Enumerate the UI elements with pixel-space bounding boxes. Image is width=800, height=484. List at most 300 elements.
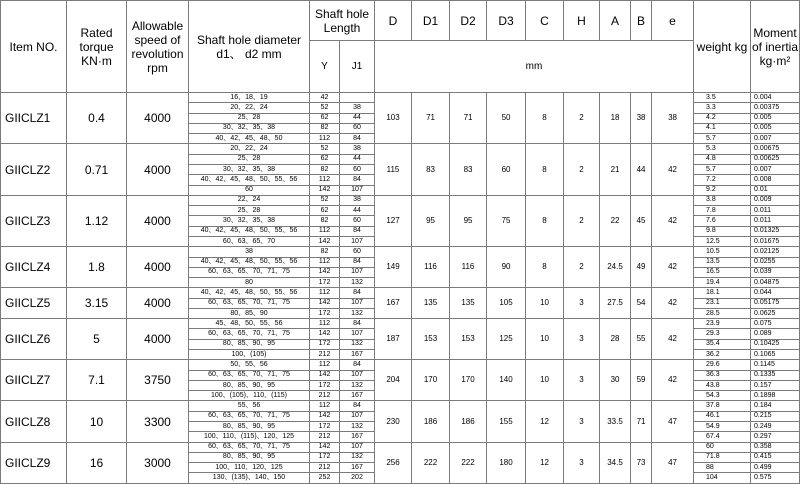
dimension-e-cell: 42 xyxy=(652,144,694,195)
weight-cell: 9.2 xyxy=(694,185,751,195)
shaft-length-j1-cell: 84 xyxy=(340,360,375,370)
dimension-b-cell: 55 xyxy=(631,319,652,360)
weight-cell: 36.3 xyxy=(694,370,751,380)
weight-cell: 5.7 xyxy=(694,164,751,174)
shaft-diameter-cell: 80 xyxy=(189,278,310,288)
allowable-speed: 4000 xyxy=(127,319,189,360)
item-number: GIICLZ9 xyxy=(1,442,67,483)
dimension-a-cell: 30 xyxy=(600,360,631,401)
moment-of-inertia-cell: 0.358 xyxy=(751,442,800,452)
shaft-length-j1-cell: 60 xyxy=(340,164,375,174)
header-D1: D1 xyxy=(412,1,450,41)
moment-of-inertia-cell: 0.184 xyxy=(751,401,800,411)
shaft-diameter-cell: 38 xyxy=(189,247,310,257)
moment-of-inertia-cell: 0.007 xyxy=(751,134,800,144)
shaft-length-y-cell: 172 xyxy=(310,452,340,462)
rated-torque: 0.71 xyxy=(67,144,127,195)
header-H: H xyxy=(564,1,600,41)
item-number: GIICLZ6 xyxy=(1,319,67,360)
shaft-diameter-cell: 60、63、65、70、71、75 xyxy=(189,442,310,452)
dimension-b-cell: 44 xyxy=(631,144,652,195)
dimension-d-cell: 103 xyxy=(375,93,412,144)
shaft-diameter-cell: 45、48、50、55、56 xyxy=(189,319,310,329)
weight-cell: 10.5 xyxy=(694,247,751,257)
moment-of-inertia-cell: 0.075 xyxy=(751,319,800,329)
dimension-e-cell: 42 xyxy=(652,247,694,288)
allowable-speed: 3000 xyxy=(127,442,189,483)
dimension-a-cell: 21 xyxy=(600,144,631,195)
moment-of-inertia-cell: 0.0625 xyxy=(751,308,800,318)
header-D3: D3 xyxy=(487,1,526,41)
weight-cell: 36.2 xyxy=(694,350,751,360)
dimension-d1-cell: 153 xyxy=(412,319,450,360)
rated-torque: 7.1 xyxy=(67,360,127,401)
shaft-length-j1-cell: 84 xyxy=(340,134,375,144)
shaft-length-y-cell: 62 xyxy=(310,154,340,164)
shaft-length-j1-cell: 107 xyxy=(340,370,375,380)
dimension-d-cell: 187 xyxy=(375,319,412,360)
moment-of-inertia-cell: 0.01675 xyxy=(751,236,800,246)
shaft-diameter-cell: 25、28 xyxy=(189,154,310,164)
table-header xyxy=(1,1,800,93)
allowable-speed: 4000 xyxy=(127,247,189,288)
shaft-diameter-cell: 60、63、65、70 xyxy=(189,236,310,246)
shaft-length-y-cell: 112 xyxy=(310,257,340,267)
weight-cell: 16.5 xyxy=(694,267,751,277)
weight-cell: 71.8 xyxy=(694,452,751,462)
rated-torque: 3.15 xyxy=(67,288,127,319)
shaft-length-j1-cell: 107 xyxy=(340,267,375,277)
shaft-length-j1-cell: 107 xyxy=(340,185,375,195)
shaft-length-y-cell: 172 xyxy=(310,308,340,318)
rated-torque: 16 xyxy=(67,442,127,483)
shaft-length-y-cell: 112 xyxy=(310,401,340,411)
shaft-length-y-cell: 172 xyxy=(310,422,340,432)
dimension-d1-cell: 135 xyxy=(412,288,450,319)
shaft-diameter-cell: 60 xyxy=(189,185,310,195)
dimension-h-cell: 2 xyxy=(564,93,600,144)
shaft-diameter-cell: 30、32、35、38 xyxy=(189,216,310,226)
shaft-length-y-cell: 252 xyxy=(310,473,340,484)
shaft-diameter-cell: 80、85、90 xyxy=(189,308,310,318)
shaft-length-j1-cell: 167 xyxy=(340,391,375,401)
moment-of-inertia-cell: 0.05175 xyxy=(751,298,800,308)
shaft-length-j1-cell: 84 xyxy=(340,257,375,267)
dimension-c-cell: 8 xyxy=(526,93,564,144)
shaft-diameter-cell: 60、63、65、70、71、75 xyxy=(189,267,310,277)
moment-of-inertia-cell: 0.009 xyxy=(751,195,800,205)
moment-of-inertia-cell: 0.10425 xyxy=(751,339,800,349)
moment-of-inertia-cell: 0.1065 xyxy=(751,350,800,360)
shaft-diameter-cell: 80、85、90、95 xyxy=(189,380,310,390)
dimension-h-cell: 3 xyxy=(564,442,600,483)
shaft-length-j1-cell: 60 xyxy=(340,247,375,257)
dimension-d2-cell: 95 xyxy=(450,195,487,246)
weight-cell: 19.4 xyxy=(694,278,751,288)
rated-torque: 5 xyxy=(67,319,127,360)
dimension-b-cell: 49 xyxy=(631,247,652,288)
weight-cell: 7.2 xyxy=(694,175,751,185)
shaft-length-j1-cell: 60 xyxy=(340,216,375,226)
moment-of-inertia-cell: 0.02125 xyxy=(751,247,800,257)
shaft-diameter-cell: 80、85、90、95 xyxy=(189,339,310,349)
shaft-diameter-cell: 100、110、120、125 xyxy=(189,463,310,473)
header-D2: D2 xyxy=(450,1,487,41)
shaft-diameter-cell: 80、85、90、95 xyxy=(189,422,310,432)
allowable-speed: 4000 xyxy=(127,288,189,319)
dimension-d1-cell: 222 xyxy=(412,442,450,483)
weight-cell: 18.1 xyxy=(694,288,751,298)
dimension-d3-cell: 105 xyxy=(487,288,526,319)
shaft-length-j1-cell: 132 xyxy=(340,278,375,288)
moment-of-inertia-cell: 0.00375 xyxy=(751,103,800,113)
shaft-length-j1-cell: 38 xyxy=(340,195,375,205)
weight-cell: 23.9 xyxy=(694,319,751,329)
item-number: GIICLZ3 xyxy=(1,195,67,246)
shaft-length-y-cell: 112 xyxy=(310,288,340,298)
shaft-length-j1-cell: 107 xyxy=(340,442,375,452)
moment-of-inertia-cell: 0.1898 xyxy=(751,391,800,401)
weight-cell: 46.1 xyxy=(694,411,751,421)
rated-torque: 1.8 xyxy=(67,247,127,288)
shaft-length-j1-cell: 84 xyxy=(340,401,375,411)
dimension-a-cell: 18 xyxy=(600,93,631,144)
moment-of-inertia-cell: 0.157 xyxy=(751,380,800,390)
moment-of-inertia-cell: 0.00625 xyxy=(751,154,800,164)
dimension-e-cell: 42 xyxy=(652,288,694,319)
weight-cell: 35.4 xyxy=(694,339,751,349)
shaft-length-y-cell: 142 xyxy=(310,329,340,339)
shaft-length-j1-cell: 107 xyxy=(340,298,375,308)
table-row xyxy=(1,144,800,154)
rated-torque: 10 xyxy=(67,401,127,442)
shaft-length-j1-cell: 84 xyxy=(340,288,375,298)
item-number: GIICLZ5 xyxy=(1,288,67,319)
shaft-length-j1-cell: 132 xyxy=(340,422,375,432)
shaft-length-j1-cell: 132 xyxy=(340,308,375,318)
dimension-d3-cell: 50 xyxy=(487,93,526,144)
moment-of-inertia-cell: 0.0255 xyxy=(751,257,800,267)
shaft-length-y-cell: 52 xyxy=(310,103,340,113)
dimension-a-cell: 27.5 xyxy=(600,288,631,319)
dimension-d2-cell: 153 xyxy=(450,319,487,360)
shaft-length-y-cell: 52 xyxy=(310,144,340,154)
dimension-b-cell: 71 xyxy=(631,401,652,442)
shaft-diameter-cell: 60、63、65、70、71、75 xyxy=(189,329,310,339)
header-e: e xyxy=(652,1,694,41)
shaft-diameter-cell: 50、55、56 xyxy=(189,360,310,370)
moment-of-inertia-cell: 0.1145 xyxy=(751,360,800,370)
allowable-speed: 3750 xyxy=(127,360,189,401)
dimension-c-cell: 10 xyxy=(526,360,564,401)
dimension-c-cell: 8 xyxy=(526,144,564,195)
moment-of-inertia-cell: 0.011 xyxy=(751,206,800,216)
shaft-length-y-cell: 142 xyxy=(310,370,340,380)
moment-of-inertia-cell: 0.04875 xyxy=(751,278,800,288)
shaft-length-y-cell: 172 xyxy=(310,380,340,390)
dimension-a-cell: 34.5 xyxy=(600,442,631,483)
dimension-h-cell: 2 xyxy=(564,144,600,195)
shaft-diameter-cell: 40、42、45、48、50、55、56 xyxy=(189,226,310,236)
shaft-length-y-cell: 112 xyxy=(310,360,340,370)
weight-cell: 67.4 xyxy=(694,432,751,442)
dimension-c-cell: 10 xyxy=(526,288,564,319)
moment-of-inertia-cell: 0.249 xyxy=(751,422,800,432)
moment-of-inertia-cell: 0.01325 xyxy=(751,226,800,236)
shaft-diameter-cell: 60、63、65、70、71、75 xyxy=(189,298,310,308)
dimension-a-cell: 33.5 xyxy=(600,401,631,442)
header-mm-unit: mm xyxy=(375,41,694,93)
header-rated-torque: Rated torque KN·m xyxy=(67,1,127,93)
shaft-length-y-cell: 212 xyxy=(310,432,340,442)
table-row xyxy=(1,195,800,205)
dimension-e-cell: 47 xyxy=(652,401,694,442)
shaft-length-y-cell: 172 xyxy=(310,339,340,349)
shaft-diameter-cell: 40、42、45、48、50、55、56 xyxy=(189,257,310,267)
dimension-d-cell: 256 xyxy=(375,442,412,483)
shaft-length-y-cell: 212 xyxy=(310,463,340,473)
dimension-h-cell: 3 xyxy=(564,319,600,360)
dimension-d3-cell: 180 xyxy=(487,442,526,483)
dimension-d1-cell: 186 xyxy=(412,401,450,442)
shaft-length-y-cell: 82 xyxy=(310,123,340,133)
shaft-diameter-cell: 60、63、65、70、71、75 xyxy=(189,370,310,380)
weight-cell: 54.3 xyxy=(694,391,751,401)
shaft-length-j1-cell: 202 xyxy=(340,473,375,484)
shaft-diameter-cell: 55、56 xyxy=(189,401,310,411)
dimension-a-cell: 28 xyxy=(600,319,631,360)
item-number: GIICLZ8 xyxy=(1,401,67,442)
item-number: GIICLZ7 xyxy=(1,360,67,401)
item-number: GIICLZ4 xyxy=(1,247,67,288)
dimension-b-cell: 45 xyxy=(631,195,652,246)
dimension-c-cell: 8 xyxy=(526,195,564,246)
shaft-length-y-cell: 112 xyxy=(310,175,340,185)
weight-cell: 4.8 xyxy=(694,154,751,164)
rated-torque: 0.4 xyxy=(67,93,127,144)
shaft-length-j1-cell: 60 xyxy=(340,123,375,133)
dimension-d-cell: 230 xyxy=(375,401,412,442)
weight-cell: 9.8 xyxy=(694,226,751,236)
dimension-d3-cell: 90 xyxy=(487,247,526,288)
weight-cell: 3.5 xyxy=(694,93,751,103)
dimension-d2-cell: 83 xyxy=(450,144,487,195)
moment-of-inertia-cell: 0.297 xyxy=(751,432,800,442)
shaft-diameter-cell: 100、110、(115)、120、125 xyxy=(189,432,310,442)
dimension-d2-cell: 116 xyxy=(450,247,487,288)
shaft-length-j1-cell: 38 xyxy=(340,144,375,154)
weight-cell: 5.3 xyxy=(694,144,751,154)
weight-cell: 12.5 xyxy=(694,236,751,246)
dimension-d1-cell: 170 xyxy=(412,360,450,401)
dimension-h-cell: 2 xyxy=(564,247,600,288)
table-row xyxy=(1,93,800,103)
weight-cell: 54.9 xyxy=(694,422,751,432)
weight-cell: 88 xyxy=(694,463,751,473)
header-B: B xyxy=(631,1,652,41)
header-allowable-speed: Allowable speed of revolution rpm xyxy=(127,1,189,93)
header-C: C xyxy=(526,1,564,41)
shaft-diameter-cell: 25、28 xyxy=(189,113,310,123)
shaft-diameter-cell: 100、(105)、110、(115) xyxy=(189,391,310,401)
moment-of-inertia-cell: 0.1335 xyxy=(751,370,800,380)
dimension-b-cell: 38 xyxy=(631,93,652,144)
dimension-h-cell: 3 xyxy=(564,288,600,319)
shaft-diameter-cell: 30、32、35、38 xyxy=(189,123,310,133)
allowable-speed: 3300 xyxy=(127,401,189,442)
shaft-length-y-cell: 112 xyxy=(310,226,340,236)
dimension-h-cell: 3 xyxy=(564,360,600,401)
moment-of-inertia-cell: 0.499 xyxy=(751,463,800,473)
dimension-d3-cell: 60 xyxy=(487,144,526,195)
header-A: A xyxy=(600,1,631,41)
shaft-length-j1-cell: 44 xyxy=(340,206,375,216)
weight-cell: 4.2 xyxy=(694,113,751,123)
dimension-e-cell: 42 xyxy=(652,195,694,246)
allowable-speed: 4000 xyxy=(127,93,189,144)
shaft-length-y-cell: 212 xyxy=(310,391,340,401)
dimension-h-cell: 2 xyxy=(564,195,600,246)
header-D: D xyxy=(375,1,412,41)
dimension-d3-cell: 140 xyxy=(487,360,526,401)
dimension-d2-cell: 186 xyxy=(450,401,487,442)
moment-of-inertia-cell: 0.005 xyxy=(751,113,800,123)
dimension-e-cell: 42 xyxy=(652,319,694,360)
shaft-length-y-cell: 172 xyxy=(310,278,340,288)
weight-cell: 3.3 xyxy=(694,103,751,113)
allowable-speed: 4000 xyxy=(127,195,189,246)
shaft-diameter-cell: 20、22、24 xyxy=(189,103,310,113)
shaft-length-y-cell: 82 xyxy=(310,164,340,174)
dimension-d-cell: 167 xyxy=(375,288,412,319)
dimension-d1-cell: 83 xyxy=(412,144,450,195)
moment-of-inertia-cell: 0.007 xyxy=(751,164,800,174)
moment-of-inertia-cell: 0.039 xyxy=(751,267,800,277)
dimension-d-cell: 149 xyxy=(375,247,412,288)
shaft-diameter-cell: 20、22、24 xyxy=(189,144,310,154)
dimension-d2-cell: 71 xyxy=(450,93,487,144)
moment-of-inertia-cell: 0.01 xyxy=(751,185,800,195)
shaft-length-j1-cell: 132 xyxy=(340,380,375,390)
dimension-e-cell: 42 xyxy=(652,360,694,401)
moment-of-inertia-cell: 0.044 xyxy=(751,288,800,298)
shaft-length-y-cell: 212 xyxy=(310,350,340,360)
shaft-length-j1-cell: 38 xyxy=(340,103,375,113)
dimension-d3-cell: 155 xyxy=(487,401,526,442)
shaft-length-y-cell: 142 xyxy=(310,267,340,277)
dimension-c-cell: 12 xyxy=(526,401,564,442)
shaft-length-j1-cell: 132 xyxy=(340,452,375,462)
shaft-length-y-cell: 142 xyxy=(310,185,340,195)
dimension-d3-cell: 75 xyxy=(487,195,526,246)
item-number: GIICLZ1 xyxy=(1,93,67,144)
table-row xyxy=(1,442,800,452)
moment-of-inertia-cell: 0.008 xyxy=(751,175,800,185)
moment-of-inertia-cell: 0.089 xyxy=(751,329,800,339)
header-shaft-hole-length: Shaft hole Length xyxy=(310,1,375,41)
item-number: GIICLZ2 xyxy=(1,144,67,195)
moment-of-inertia-cell: 0.004 xyxy=(751,93,800,103)
dimension-e-cell: 38 xyxy=(652,93,694,144)
shaft-diameter-cell: 40、42、45、48、50 xyxy=(189,134,310,144)
table-row xyxy=(1,360,800,370)
shaft-diameter-cell: 40、42、45、48、50、55、56 xyxy=(189,288,310,298)
dimension-d1-cell: 71 xyxy=(412,93,450,144)
dimension-d2-cell: 222 xyxy=(450,442,487,483)
weight-cell: 23.1 xyxy=(694,298,751,308)
shaft-length-j1-cell: 44 xyxy=(340,113,375,123)
dimension-e-cell: 47 xyxy=(652,442,694,483)
dimension-d1-cell: 116 xyxy=(412,247,450,288)
shaft-diameter-cell: 16、18、19 xyxy=(189,93,310,103)
shaft-diameter-cell: 130、(135)、140、150 xyxy=(189,473,310,484)
weight-cell: 7.8 xyxy=(694,206,751,216)
dimension-d-cell: 204 xyxy=(375,360,412,401)
dimension-c-cell: 12 xyxy=(526,442,564,483)
dimension-c-cell: 8 xyxy=(526,247,564,288)
header-moment-of-inertia: Moment of inertia kg·m² xyxy=(751,1,800,93)
dimension-d1-cell: 95 xyxy=(412,195,450,246)
table-row xyxy=(1,319,800,329)
shaft-length-y-cell: 112 xyxy=(310,134,340,144)
header-y: Y xyxy=(310,41,340,93)
dimension-d-cell: 115 xyxy=(375,144,412,195)
shaft-diameter-cell: 60、63、65、70、71、75 xyxy=(189,411,310,421)
moment-of-inertia-cell: 0.215 xyxy=(751,411,800,421)
shaft-length-j1-cell: 132 xyxy=(340,339,375,349)
dimension-b-cell: 54 xyxy=(631,288,652,319)
dimension-d2-cell: 170 xyxy=(450,360,487,401)
shaft-length-y-cell: 42 xyxy=(310,93,340,103)
shaft-length-j1-cell: 167 xyxy=(340,350,375,360)
header-shaft-hole-diameter: Shaft hole diameter d1、 d2 mm xyxy=(189,1,310,93)
shaft-diameter-cell: 100、(105) xyxy=(189,350,310,360)
shaft-length-j1-cell: 84 xyxy=(340,319,375,329)
weight-cell: 4.1 xyxy=(694,123,751,133)
weight-cell: 13.5 xyxy=(694,257,751,267)
shaft-length-j1-cell: 167 xyxy=(340,432,375,442)
weight-cell: 5.7 xyxy=(694,134,751,144)
shaft-length-y-cell: 82 xyxy=(310,216,340,226)
shaft-diameter-cell: 40、42、45、48、50、55、56 xyxy=(189,175,310,185)
shaft-length-y-cell: 82 xyxy=(310,247,340,257)
weight-cell: 7.6 xyxy=(694,216,751,226)
shaft-length-j1-cell: 107 xyxy=(340,329,375,339)
dimension-b-cell: 73 xyxy=(631,442,652,483)
shaft-diameter-cell: 25、28 xyxy=(189,206,310,216)
table-row xyxy=(1,247,800,257)
dimension-d3-cell: 125 xyxy=(487,319,526,360)
shaft-length-j1-cell: 44 xyxy=(340,154,375,164)
table-row xyxy=(1,401,800,411)
dimension-d-cell: 127 xyxy=(375,195,412,246)
rated-torque: 1.12 xyxy=(67,195,127,246)
dimension-a-cell: 24.5 xyxy=(600,247,631,288)
moment-of-inertia-cell: 0.00675 xyxy=(751,144,800,154)
header-item-no: Item NO. xyxy=(1,1,67,93)
weight-cell: 3.8 xyxy=(694,195,751,205)
weight-cell: 29.6 xyxy=(694,360,751,370)
weight-cell: 43.8 xyxy=(694,380,751,390)
table-row xyxy=(1,288,800,298)
weight-cell: 28.5 xyxy=(694,308,751,318)
shaft-diameter-cell: 22、24 xyxy=(189,195,310,205)
moment-of-inertia-cell: 0.005 xyxy=(751,123,800,133)
moment-of-inertia-cell: 0.575 xyxy=(751,473,800,484)
table-body xyxy=(1,93,800,484)
moment-of-inertia-cell: 0.415 xyxy=(751,452,800,462)
dimension-d2-cell: 135 xyxy=(450,288,487,319)
